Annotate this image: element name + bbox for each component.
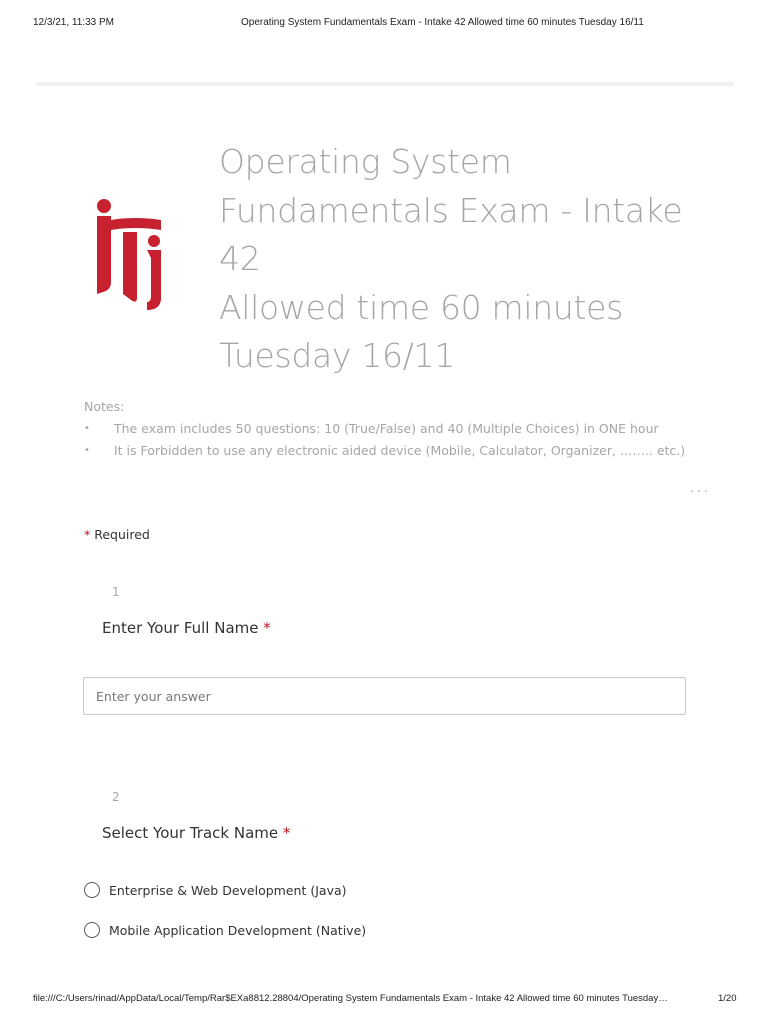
question-title-text: Enter Your Full Name — [102, 619, 259, 637]
form-title: Operating System Fundamentals Exam - Intake 42 Allowed time 60 minutes Tuesday 16/11 — [219, 142, 683, 375]
print-page-count: 1/20 — [718, 993, 737, 1004]
track-option-mobile[interactable] — [84, 922, 366, 938]
required-asterisk: * — [84, 527, 91, 542]
radio-button[interactable] — [84, 882, 100, 898]
form-notes — [84, 399, 685, 462]
notes-item — [84, 440, 685, 462]
question-title — [102, 824, 290, 842]
print-header — [0, 17, 768, 31]
required-note — [84, 527, 150, 542]
required-label: Required — [94, 527, 150, 542]
print-datetime: 12/3/21, 11:33 PM — [33, 17, 114, 28]
notes-label: Notes: — [84, 399, 125, 414]
print-file-path: file:///C:/Users/rinad/AppData/Local/Temp/Rar$EXa8812.28804/Operating System Fundamentals Exam - Intake 42 Allowed time 60 minutes Tuesday… — [33, 993, 668, 1004]
required-asterisk: * — [282, 824, 291, 842]
track-option-java[interactable] — [84, 882, 347, 898]
header-divider — [36, 82, 734, 85]
iti-logo-icon — [95, 198, 163, 310]
more-options-icon[interactable]: ··· — [690, 482, 710, 498]
option-label: Enterprise & Web Development (Java) — [109, 882, 347, 898]
notes-item-text: The exam includes 50 questions: 10 (True/False) and 40 (Multiple Choices) in ONE hour — [114, 421, 659, 436]
notes-item-text: It is Forbidden to use any electronic aided device (Mobile, Calculator, Organizer, …….. etc.) — [114, 443, 686, 458]
print-page-title: Operating System Fundamentals Exam - Intake 42 Allowed time 60 minutes Tuesday 16/11 — [241, 17, 644, 28]
bullet-icon: • — [84, 423, 90, 434]
bullet-icon: • — [84, 445, 90, 456]
required-asterisk: * — [263, 619, 271, 637]
option-label: Mobile Application Development (Native) — [109, 922, 367, 938]
notes-list — [84, 418, 685, 462]
notes-item — [84, 418, 685, 440]
radio-button[interactable] — [84, 922, 100, 938]
question-title — [102, 619, 271, 637]
full-name-input[interactable] — [83, 677, 686, 715]
question-number: 2 — [112, 790, 120, 804]
question-title-text: Select Your Track Name — [102, 824, 279, 842]
question-number: 1 — [112, 585, 120, 599]
